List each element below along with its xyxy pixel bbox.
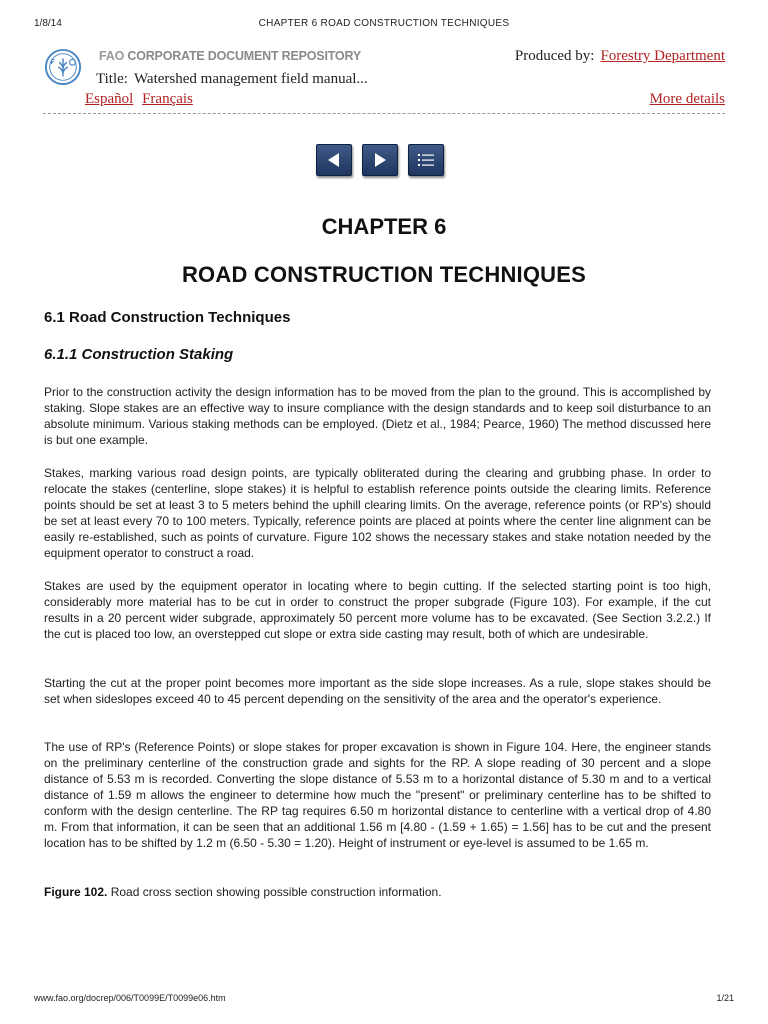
- previous-button[interactable]: [316, 144, 352, 176]
- contents-button[interactable]: [408, 144, 444, 176]
- paragraph: Starting the cut at the proper point becomes more important as the side slope increases. As a rule, slope stakes should be set when sideslopes exceed 40 to 45 percent depending on the sensitivity of the area and the operator's experience.: [44, 676, 711, 706]
- print-date: 1/8/14: [34, 18, 62, 29]
- page-number: 1/21: [716, 993, 734, 1003]
- document-title-label: Title:: [96, 71, 128, 87]
- chapter-number: CHAPTER 6: [321, 214, 447, 239]
- paragraph: Stakes are used by the equipment operator in locating where to begin cutting. If the selected starting point is too high, considerably more material has to be cut in order to construct the proper subgrade (Figure 103). For example, if the cut results in a 20 percent wider subgrade, approximately 50 percent more volume has to be excavated. (See Section 3.2.2.) If the cut is placed too low, an overstepped cut slope or extra side casting may result, both of which are undesirable.: [44, 579, 711, 641]
- figure-caption: [44, 885, 442, 899]
- chapter-title: ROAD CONSTRUCTION TECHNIQUES: [181, 262, 587, 287]
- document-title-value: Watershed management field manual...: [133, 71, 368, 87]
- print-page-title: CHAPTER 6 ROAD CONSTRUCTION TECHNIQUES: [258, 18, 510, 29]
- produced-by-label: Produced by:: [514, 48, 595, 64]
- paragraph: The use of RP's (Reference Points) or slope stakes for proper excavation is shown in Figure 104. Here, the engineer stands on the preliminary centerline of the construction grade and sights for the RP. A slope reading of 30 percent and a slope distance of 5.53 m is recorded. Converting the slope distance of 5.53 m to a horizontal distance of 5.30 m and to a vertical distance of 1.59 m allows the engineer to determine how much the "present" or preliminary centerline has to be shifted to conform with the design centerline. The RP tag requires 6.50 m horizontal distance to centerline with a vertical drop of 4.80 m. From that information, it can be seen that an additional 1.56 m [4.80 - (1.59 + 1.65) = 1.56] has to be cut and the present location has to be shifted by 1.2 m (6.50 - 5.30 = 1.20). Height of instrument or eye-level is assumed to be 1.65 m.: [44, 740, 711, 850]
- language-links: [85, 91, 198, 108]
- paragraph: Stakes, marking various road design points, are typically obliterated during the clearing and grubbing phase. In order to relocate the stakes (centerline, slope stakes) it is helpful to establish reference points outside the clearing limits. Reference points should be set at least 3 to 5 meters behind the uphill clearing limits. On the average, reference points (or RP's) should be set at least every 70 to 100 meters. Typically, reference points are placed at points where the center line alignment can be easily re-established, such as points of curvature. Figure 102 shows the necessary stakes and stake notation needed by the equipment operator to construct a road.: [44, 466, 711, 560]
- more-details-link[interactable]: More details: [649, 91, 725, 107]
- produced-by: [515, 48, 725, 65]
- arrow-right-icon: [371, 151, 389, 169]
- figure-label: Figure 102.: [44, 885, 108, 899]
- repository-name: [99, 49, 361, 63]
- list-icon: [416, 151, 436, 169]
- repository-name-rest: CORPORATE DOCUMENT REPOSITORY: [124, 49, 361, 63]
- page-url: www.fao.org/docrep/006/T0099E/T0099e06.htm: [34, 993, 226, 1003]
- more-details: [650, 91, 725, 108]
- figure-caption-text: Road cross section showing possible construction information.: [107, 885, 442, 899]
- document-title: [96, 71, 368, 88]
- french-link[interactable]: Français: [142, 91, 193, 107]
- spanish-link[interactable]: Español: [85, 91, 134, 107]
- repository-name-fao: FAO: [99, 49, 125, 63]
- section-heading: 6.1 Road Construction Techniques: [44, 309, 291, 326]
- navigation-buttons: [316, 144, 444, 176]
- next-button[interactable]: [362, 144, 398, 176]
- forestry-department-link[interactable]: Forestry Department: [600, 48, 725, 64]
- fao-logo-icon: [44, 48, 82, 86]
- subsection-heading: 6.1.1 Construction Staking: [44, 346, 234, 363]
- paragraph: Prior to the construction activity the design information has to be moved from the plan to the ground. This is accomplished by staking. Slope stakes are an effective way to insure compliance with the design standards and to keep soil disturbance to an absolute minimum. Various staking methods can be employed. (Dietz et al., 1984; Pearce, 1960) The method discussed here is but one example.: [44, 385, 711, 447]
- arrow-left-icon: [325, 151, 343, 169]
- header-divider: [43, 113, 725, 114]
